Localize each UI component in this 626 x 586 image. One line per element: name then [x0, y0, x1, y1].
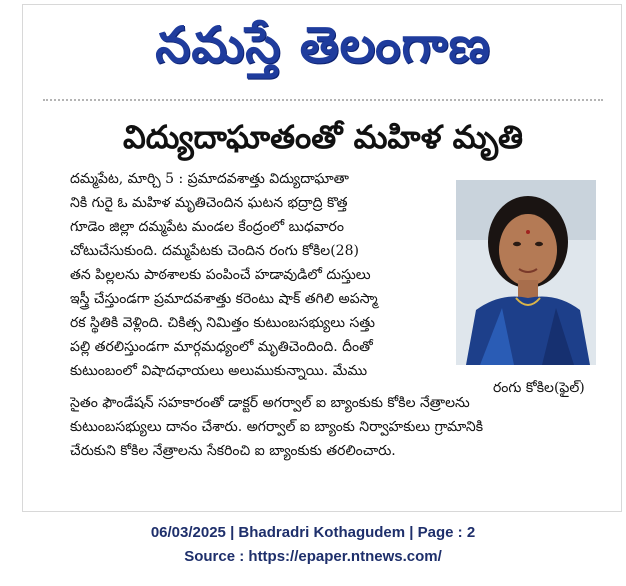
clipping-cut-line — [43, 99, 603, 107]
article-line: గూడెం జిల్లా దమ్మపేట మండల కేంద్రంలో బుధవారం — [70, 219, 344, 235]
article-line: రక స్థితికి వెళ్లింది. చికిత్స నిమిత్తం కుటుంబసభ్యులు సత్తు — [70, 315, 376, 331]
article-line: తన పిల్లలను పాఠశాలకు పంపించే హడావుడిలో దుస్తులు — [70, 267, 371, 283]
article-headline: విద్యుదాఘాతంతో మహిళ మృతి — [122, 118, 524, 156]
article-line: కుటుంబంలో విషాదఛాయలు అలుముకున్నాయి. మేము — [70, 363, 368, 379]
footer-source: Source : https://epaper.ntnews.com/ — [184, 548, 442, 565]
article-line: పల్లి తరలిస్తుండగా మార్గమధ్యంలో మృతిచెందింది. దీంతో — [70, 339, 373, 355]
article-line: నికి గురై ఓ మహిళ మృతిచెందిన ఘటన భద్రాద్రి కొత్త — [70, 195, 348, 211]
article-line: సైతం ఫౌండేషన్ సహకారంతో డాక్టర్ అగర్వాల్ ఐ బ్యాంకుకు కోకిల నేత్రాలను — [70, 395, 470, 411]
footer-meta: 06/03/2025 | Bhadradri Kothagudem | Page : 2 — [150, 524, 476, 541]
photo-caption: రంగు కోకిల(ఫైల్) — [493, 380, 585, 396]
article-line: ఇస్త్రీ చేస్తుండగా ప్రమాదవశాత్తు కరెంటు షాక్ తగిలి అపస్మా — [70, 291, 378, 307]
article-line: కుటుంబసభ్యులు దానం చేశారు. అగర్వాల్ ఐ బ్యాంకు నిర్వాహకులు గ్రామానికి — [70, 419, 484, 435]
newspaper-masthead: నమస్తే తెలంగాణ — [155, 16, 491, 74]
article-line: చోటుచేసుకుంది. దమ్మపేటకు చెందిన రంగు కోకిల(28) — [70, 243, 359, 259]
article-line: చేరుకుని కోకిల నేత్రాలను సేకరించి ఐ బ్యాంకుకు తరలించారు. — [70, 443, 396, 459]
article-body — [70, 168, 600, 498]
article-line: దమ్మపేట, మార్చి 5 : ప్రమాదవశాత్తు విద్యుదాఘాతా — [70, 171, 349, 187]
